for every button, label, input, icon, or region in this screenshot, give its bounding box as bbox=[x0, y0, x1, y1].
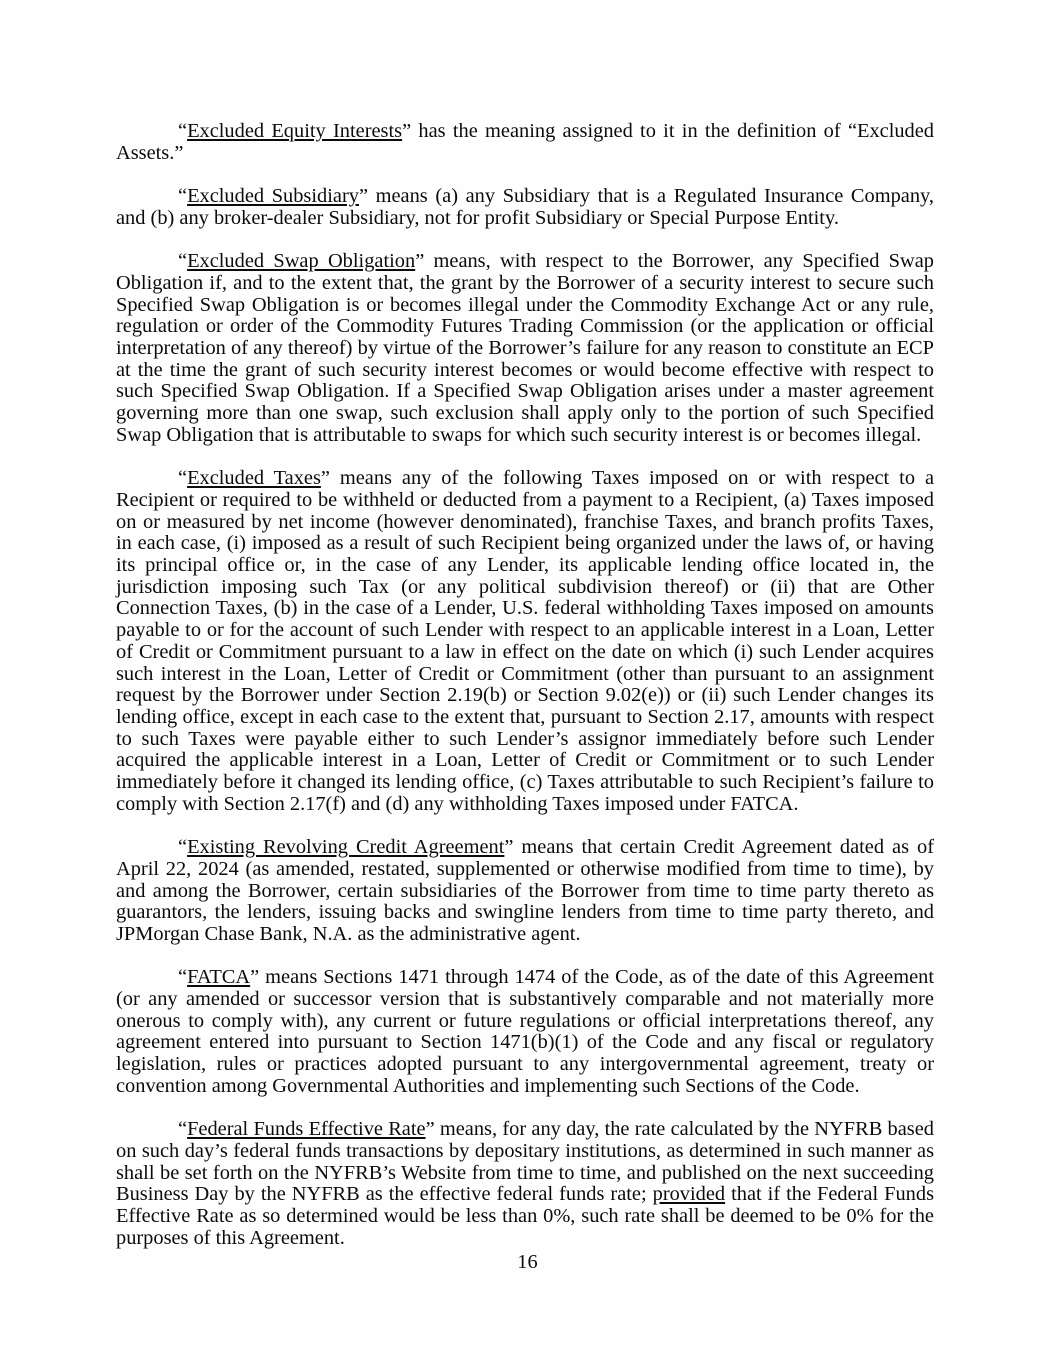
paragraph-text: ” means (a) any Subsidiary that is a Regulated Insurance Company, and (b) any broker-dealer Subsidiary, not for profit Subsidiary or Special Purpose Entity. bbox=[116, 185, 934, 229]
paragraph-text: “ bbox=[178, 966, 188, 989]
defined-term: Excluded Swap Obligation bbox=[187, 250, 416, 273]
definition-federal-funds-effective-rate bbox=[116, 1119, 934, 1249]
paragraph-text: “ bbox=[178, 120, 188, 142]
paragraph-text: ” means any of the following Taxes imposed on or with respect to a Recipient or required to be withheld or deducted from a payment to a Recipient, (a) Taxes imposed on or measured by net income (however denominated), franchise Taxes, and branch profits Taxes, in each case, (i) imposed as a result of such Recipient being organized under the laws of, or having its principal office or, in the case of any Lender, its applicable lending office located in, the jurisdiction imposing such Tax (or any political subdivision thereof) or (ii) that are Other Connection Taxes, (b) in the case of a Lender, U.S. federal withholding Taxes imposed on amounts payable to or for the account of such Lender with respect to an applicable interest in a Loan, Letter of Credit or Commitment pursuant to a law in effect on the date on which (i) such Lender acquires such interest in the Loan, Letter of Credit or Commitment (other than pursuant to an assignment request by the Borrower under Section 2.19(b) or Section 9.02(e)) or (ii) such Lender changes its lending office, except in each case to the extent that, pursuant to Section 2.17, amounts with respect to such Taxes were payable either to such Lender’s assignor immediately before such Lender acquired the applicable interest in a Loan, Letter of Credit or Commitment or to such Lender immediately before it changed its lending office, (c) Taxes attributable to such Recipient’s failure to comply with Section 2.17(f) and (d) any withholding Taxes imposed under FATCA. bbox=[116, 467, 934, 815]
defined-term: provided bbox=[652, 1183, 726, 1206]
document-body bbox=[116, 121, 934, 1249]
paragraph-text: “ bbox=[178, 1118, 188, 1141]
paragraph-text: ” means that certain Credit Agreement dated as of April 22, 2024 (as amended, restated, supplemented or otherwise modified from time to time), by and among the Borrower, certain subsidiaries of the Borrower from time to time party thereto as guarantors, the lenders, issuing backs and swingline lenders from time to time party thereto, and JPMorgan Chase Bank, N.A. as the administrative agent. bbox=[116, 836, 934, 945]
definition-excluded-equity-interests bbox=[116, 121, 934, 164]
definition-excluded-subsidiary bbox=[116, 186, 934, 229]
paragraph-text: ” means, for any day, the rate calculated by the NYFRB based on such day’s federal funds transactions by depositary institutions, as determined in such manner as shall be set forth on the NYFRB’s Website from time to time, and published on the next succeeding Business Day by the NYFRB as the effective federal funds rate; bbox=[116, 1118, 934, 1206]
paragraph-text: that if the Federal Funds Effective Rate as so determined would be less than 0%, such rate shall be deemed to be 0% for the purposes of this Agreement. bbox=[116, 1183, 935, 1249]
paragraph-text: “ bbox=[178, 467, 188, 490]
paragraph-text: ” has the meaning assigned to it in the definition of “Excluded Assets.” bbox=[116, 120, 934, 164]
defined-term: FATCA bbox=[187, 966, 251, 989]
defined-term: Excluded Subsidiary bbox=[187, 185, 359, 208]
paragraph-text: ” means, with respect to the Borrower, any Specified Swap Obligation if, and to the extent that, the grant by the Borrower of a security interest to secure such Specified Swap Obligation is or becomes illegal under the Commodity Exchange Act or any rule, regulation or order of the Commodity Futures Trading Commission (or the application or official interpretation of any thereof) by virtue of the Borrower’s failure for any reason to constitute an ECP at the time the grant of such security interest becomes or would become effective with respect to such Specified Swap Obligation. If a Specified Swap Obligation arises under a master agreement governing more than one swap, such exclusion shall apply only to the portion of such Specified Swap Obligation that is attributable to swaps for which such security interest is or becomes illegal. bbox=[116, 250, 934, 446]
page-number: 16 bbox=[517, 1251, 538, 1273]
defined-term: Excluded Equity Interests bbox=[187, 120, 403, 142]
defined-term: Existing Revolving Credit Agreement bbox=[187, 836, 505, 859]
definition-fatca bbox=[116, 967, 934, 1097]
defined-term: Federal Funds Effective Rate bbox=[187, 1118, 426, 1141]
paragraph-text: “ bbox=[178, 185, 188, 208]
definition-excluded-taxes bbox=[116, 468, 934, 815]
paragraph-text: ” means Sections 1471 through 1474 of the Code, as of the date of this Agreement (or any amended or successor version that is substantively comparable and not materially more onerous to comply with), any current or future regulations or official interpretations thereof, any agreement entered into pursuant to Section 1471(b)(1) of the Code and any fiscal or regulatory legislation, rules or practices adopted pursuant to any intergovernmental agreement, treaty or convention among Governmental Authorities and implementing such Sections of the Code. bbox=[116, 966, 934, 1097]
page-footer bbox=[0, 1252, 1055, 1274]
defined-term: Excluded Taxes bbox=[187, 467, 321, 490]
paragraph-text: “ bbox=[178, 250, 188, 273]
definition-existing-revolving-credit-agreement bbox=[116, 837, 934, 946]
paragraph-text: “ bbox=[178, 836, 188, 859]
definition-excluded-swap-obligation bbox=[116, 251, 934, 446]
